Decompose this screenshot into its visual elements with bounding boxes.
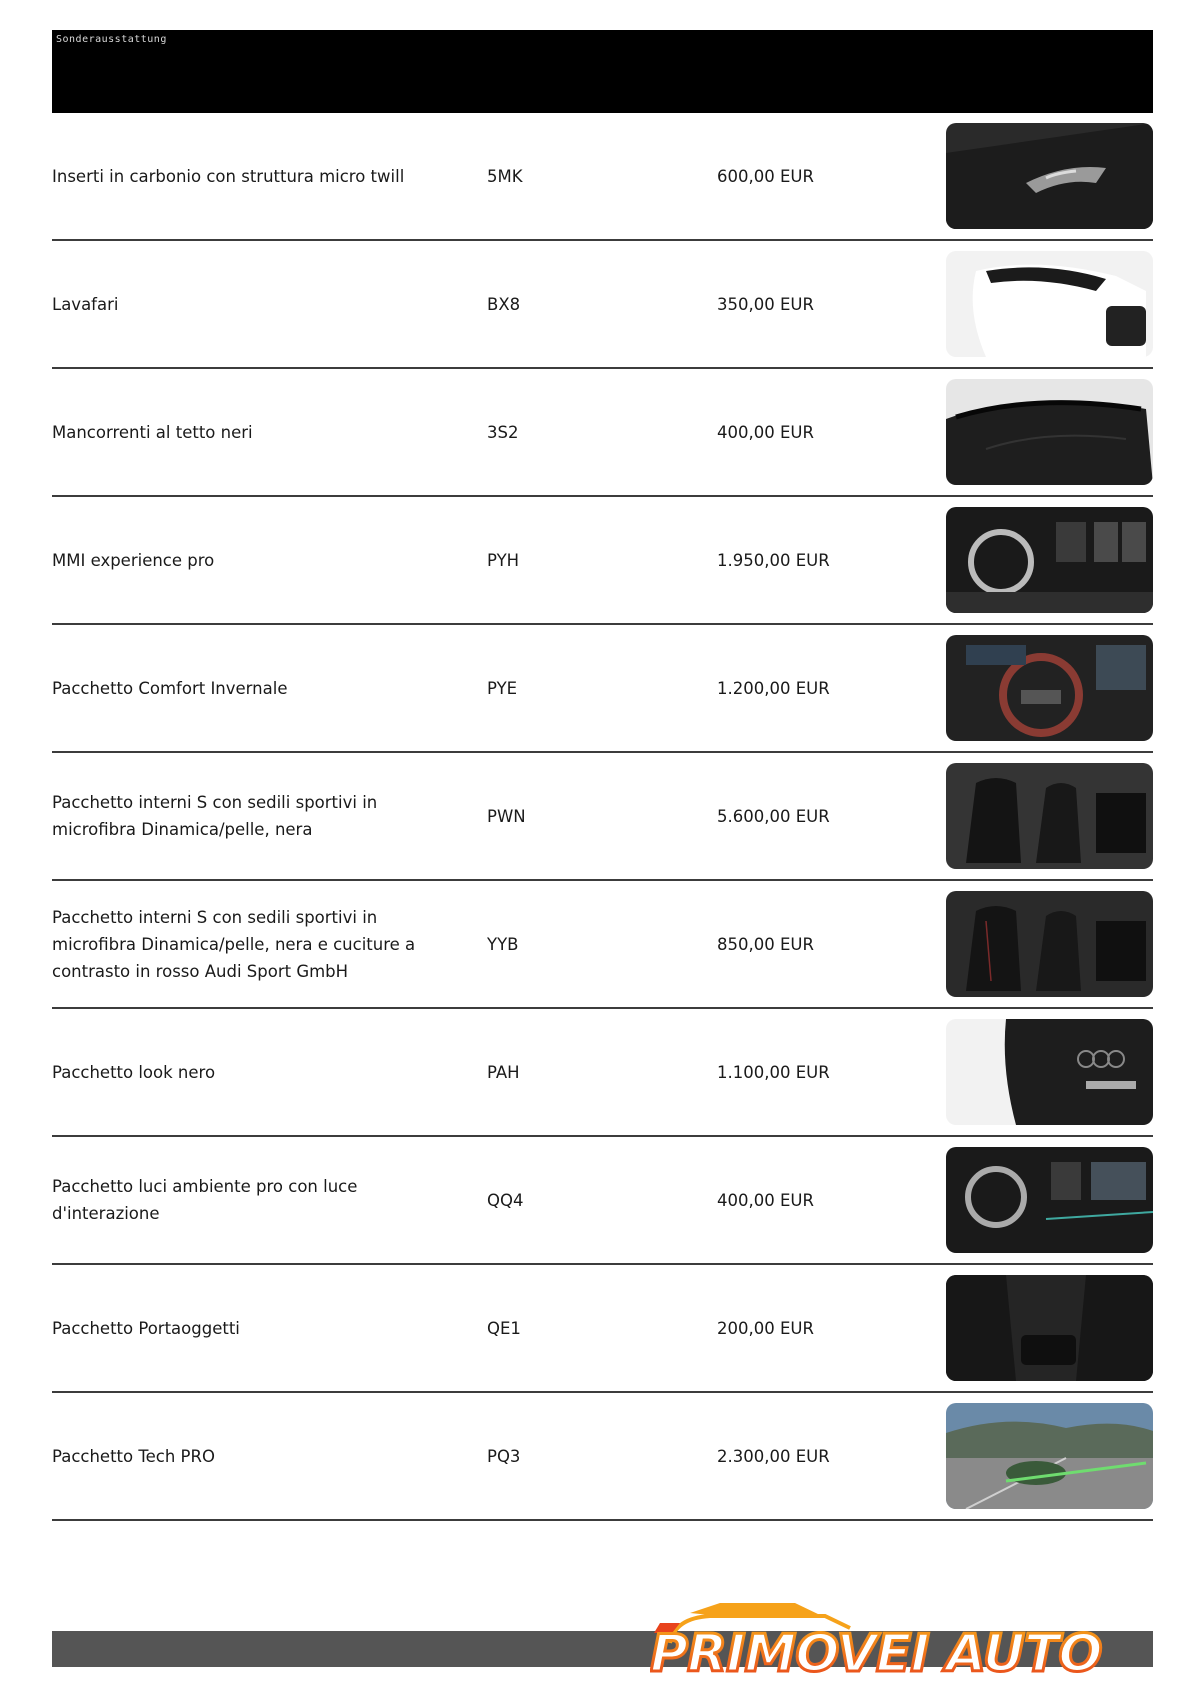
option-thumbnail-cell (946, 1265, 1153, 1391)
option-price-text: 600,00 EUR (717, 166, 814, 186)
option-thumbnail (946, 1275, 1153, 1381)
option-code-text: PYE (487, 678, 518, 698)
option-thumbnail-cell (946, 1393, 1153, 1519)
option-name-text: MMI experience pro (52, 550, 215, 570)
table-row (52, 1265, 1153, 1393)
option-code (487, 753, 637, 879)
option-name (52, 1393, 452, 1519)
logo-car-roof (690, 1603, 820, 1615)
option-thumbnail (946, 507, 1153, 613)
table-row (52, 625, 1153, 753)
option-thumbnail (946, 635, 1153, 741)
option-price-text: 2.300,00 EUR (717, 1446, 830, 1466)
option-name (52, 1009, 452, 1135)
options-table (52, 113, 1153, 1521)
option-thumbnail (946, 763, 1153, 869)
option-price-text: 1.950,00 EUR (717, 550, 830, 570)
header-bar (52, 30, 1153, 113)
primovei-auto-logo (650, 1583, 1190, 1683)
option-thumbnail-cell (946, 113, 1153, 239)
option-name (52, 625, 452, 751)
option-price (717, 1009, 917, 1135)
table-row (52, 753, 1153, 881)
option-code (487, 881, 637, 1007)
option-price (717, 497, 917, 623)
option-price (717, 1137, 917, 1263)
option-name-text: Pacchetto Comfort Invernale (52, 678, 288, 698)
option-thumbnail (946, 891, 1153, 997)
option-name (52, 753, 452, 879)
option-thumbnail-cell (946, 881, 1153, 1007)
option-thumbnail-cell (946, 241, 1153, 367)
option-price-text: 1.200,00 EUR (717, 678, 830, 698)
logo-text: PRIMOVEI AUTO (650, 1624, 1102, 1683)
option-price (717, 881, 917, 1007)
table-row (52, 881, 1153, 1009)
option-name (52, 241, 452, 367)
option-code-text: QE1 (487, 1318, 521, 1338)
table-row (52, 1393, 1153, 1521)
option-name (52, 369, 452, 495)
option-code (487, 1393, 637, 1519)
option-code-text: 5MK (487, 166, 523, 186)
option-price-text: 400,00 EUR (717, 1190, 814, 1210)
option-thumbnail (946, 251, 1153, 357)
table-row (52, 113, 1153, 241)
option-code (487, 1265, 637, 1391)
option-price-text: 1.100,00 EUR (717, 1062, 830, 1082)
option-thumbnail-cell (946, 625, 1153, 751)
option-name-text: Pacchetto look nero (52, 1062, 216, 1082)
option-name-text: Inserti in carbonio con struttura micro twill (52, 166, 405, 186)
option-code (487, 625, 637, 751)
option-code (487, 369, 637, 495)
option-name-text: Pacchetto interni S con sedili sportivi in microfibra Dinamica/pelle, nera e cuciture a contrasto in rosso Audi Sport GmbH (52, 907, 416, 981)
option-code (487, 497, 637, 623)
option-name-text: Pacchetto Portaoggetti (52, 1318, 240, 1338)
option-price-text: 350,00 EUR (717, 294, 814, 314)
option-thumbnail-cell (946, 497, 1153, 623)
option-code-text: PAH (487, 1062, 520, 1082)
option-code (487, 113, 637, 239)
option-price-text: 200,00 EUR (717, 1318, 814, 1338)
option-thumbnail-cell (946, 1137, 1153, 1263)
option-code-text: QQ4 (487, 1190, 524, 1210)
option-thumbnail (946, 1019, 1153, 1125)
option-price (717, 1265, 917, 1391)
option-name (52, 1265, 452, 1391)
option-name-text: Mancorrenti al tetto neri (52, 422, 253, 442)
option-price (717, 625, 917, 751)
option-name (52, 497, 452, 623)
option-thumbnail (946, 1403, 1153, 1509)
option-price-text: 5.600,00 EUR (717, 806, 830, 826)
option-price (717, 369, 917, 495)
option-name-text: Pacchetto Tech PRO (52, 1446, 215, 1466)
option-price (717, 241, 917, 367)
option-price (717, 753, 917, 879)
option-thumbnail (946, 1147, 1153, 1253)
option-code (487, 1009, 637, 1135)
table-row (52, 497, 1153, 625)
option-code-text: PQ3 (487, 1446, 521, 1466)
option-name (52, 113, 452, 239)
option-name-text: Pacchetto interni S con sedili sportivi in microfibra Dinamica/pelle, nera (52, 793, 378, 839)
option-code-text: YYB (487, 934, 519, 954)
option-thumbnail-cell (946, 1009, 1153, 1135)
option-code-text: BX8 (487, 294, 521, 314)
option-thumbnail-cell (946, 369, 1153, 495)
option-code-text: 3S2 (487, 422, 519, 442)
option-code (487, 1137, 637, 1263)
option-name-text: Lavafari (52, 294, 119, 314)
option-code (487, 241, 637, 367)
table-row (52, 1009, 1153, 1137)
table-row (52, 1137, 1153, 1265)
option-price (717, 1393, 917, 1519)
header-label: Sonderausstattung (56, 34, 167, 45)
option-name (52, 1137, 452, 1263)
option-thumbnail (946, 123, 1153, 229)
option-price-text: 400,00 EUR (717, 422, 814, 442)
table-row (52, 241, 1153, 369)
option-code-text: PYH (487, 550, 520, 570)
option-price (717, 113, 917, 239)
table-row (52, 369, 1153, 497)
option-price-text: 850,00 EUR (717, 934, 814, 954)
option-name-text: Pacchetto luci ambiente pro con luce d'interazione (52, 1177, 358, 1223)
option-thumbnail-cell (946, 753, 1153, 879)
option-code-text: PWN (487, 806, 526, 826)
option-thumbnail (946, 379, 1153, 485)
option-name (52, 881, 452, 1007)
